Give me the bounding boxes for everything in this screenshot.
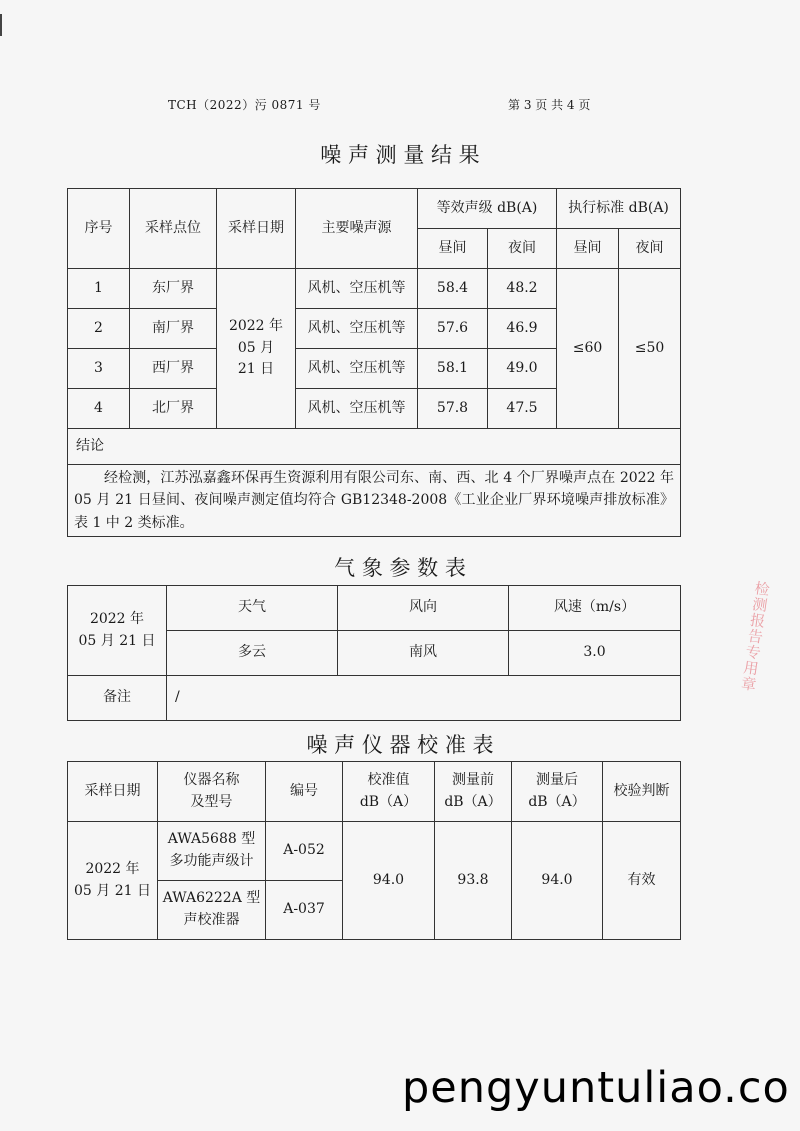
instrument-code: A-037 xyxy=(266,881,343,940)
col-cal-value-line2: dB（A） xyxy=(359,793,418,810)
instrument-name xyxy=(158,881,266,940)
row-day: 57.6 xyxy=(418,309,488,349)
row-location: 南厂界 xyxy=(130,309,217,349)
std-day-value: ≤60 xyxy=(557,269,619,429)
row-night: 47.5 xyxy=(488,389,557,429)
col-before xyxy=(435,762,512,822)
row-location: 北厂界 xyxy=(130,389,217,429)
watermark-text: pengyuntuliao.co xyxy=(402,1063,790,1113)
col-date: 采样日期 xyxy=(217,189,296,269)
row-seq: 4 xyxy=(68,389,130,429)
instrument-type: 声校准器 xyxy=(183,912,240,928)
col-wind-direction: 风向 xyxy=(338,586,509,631)
col-cal-value-line1: 校准值 xyxy=(367,771,410,788)
table-row xyxy=(68,269,681,309)
date-day: 21 日 xyxy=(237,361,275,378)
row-location: 东厂界 xyxy=(130,269,217,309)
table-row xyxy=(68,822,681,881)
remark-label: 备注 xyxy=(68,676,167,721)
row-night: 46.9 xyxy=(488,309,557,349)
date-year: 2022 年 xyxy=(228,317,284,334)
col-before-line1: 测量前 xyxy=(452,771,494,788)
date-month: 05 月 xyxy=(237,339,275,356)
calib-date-year: 2022 年 xyxy=(85,860,140,877)
row-source: 风机、空压机等 xyxy=(296,389,418,429)
doc-number: TCH（2022）污 0871 号 xyxy=(168,98,321,112)
col-instrument xyxy=(158,762,266,822)
cal-value: 94.0 xyxy=(343,822,435,940)
row-seq: 3 xyxy=(68,349,130,389)
row-source: 风机、空压机等 xyxy=(296,309,418,349)
row-source: 风机、空压机等 xyxy=(296,269,418,309)
col-location: 采样点位 xyxy=(130,189,217,269)
wind-direction-value: 南风 xyxy=(338,631,509,676)
weather-date xyxy=(68,586,167,676)
col-std-night: 夜间 xyxy=(619,229,681,269)
conclusion-text: 经检测，江苏泓嘉鑫环保再生资源利用有限公司东、南、西、北 4 个厂界噪声点在 2022 年 05 月 21 日昼间、夜间噪声测定值均符合 GB12348-2008《工业企业厂界环境噪声排放标准》表 1 中 2 类标准。 xyxy=(68,465,681,537)
col-before-line2: dB（A） xyxy=(444,793,502,810)
instrument-code: A-052 xyxy=(266,822,343,881)
calib-date-day: 05 月 21 日 xyxy=(74,882,151,899)
col-instrument-line1: 仪器名称 xyxy=(183,771,240,788)
page-info: 第 3 页 共 4 页 xyxy=(508,98,591,112)
row-day: 58.4 xyxy=(418,269,488,309)
row-day: 57.8 xyxy=(418,389,488,429)
judge-value: 有效 xyxy=(603,822,681,940)
official-stamp: 检测报告专用章 xyxy=(738,579,772,694)
col-after xyxy=(512,762,603,822)
col-judge: 校验判断 xyxy=(603,762,681,822)
conclusion-label: 结论 xyxy=(68,429,681,465)
instrument-model: AWA5688 型 xyxy=(167,831,256,848)
col-std-day: 昼间 xyxy=(557,229,619,269)
calib-table xyxy=(67,761,681,940)
calib-date xyxy=(68,822,158,940)
instrument-model: AWA6222A 型 xyxy=(162,890,261,907)
col-seq: 序号 xyxy=(68,189,130,269)
col-equiv: 等效声级 dB(A) xyxy=(418,189,557,229)
noise-table xyxy=(67,188,681,537)
col-standard: 执行标准 dB(A) xyxy=(557,189,681,229)
after-value: 94.0 xyxy=(512,822,603,940)
instrument-name xyxy=(158,822,266,881)
col-equiv-night: 夜间 xyxy=(488,229,557,269)
col-equiv-day: 昼间 xyxy=(418,229,488,269)
col-wind-speed: 风速（m/s） xyxy=(509,586,681,631)
weather-title: 气 象 参 数 表 xyxy=(334,556,466,580)
col-source: 主要噪声源 xyxy=(296,189,418,269)
noise-title: 噪 声 测 量 结 果 xyxy=(320,143,480,167)
col-code: 编号 xyxy=(266,762,343,822)
col-calib-date: 采样日期 xyxy=(68,762,158,822)
row-location: 西厂界 xyxy=(130,349,217,389)
row-night: 49.0 xyxy=(488,349,557,389)
row-day: 58.1 xyxy=(418,349,488,389)
col-cal-value xyxy=(343,762,435,822)
std-night-value: ≤50 xyxy=(619,269,681,429)
row-source: 风机、空压机等 xyxy=(296,349,418,389)
calib-title: 噪 声 仪 器 校 准 表 xyxy=(306,733,494,757)
col-after-line2: dB（A） xyxy=(528,793,586,810)
page-edge-mark xyxy=(0,14,2,36)
col-after-line1: 测量后 xyxy=(536,771,578,788)
sampling-date xyxy=(217,269,296,429)
row-seq: 1 xyxy=(68,269,130,309)
remark-value: / xyxy=(167,676,681,721)
row-night: 48.2 xyxy=(488,269,557,309)
weather-date-year: 2022 年 xyxy=(89,610,145,627)
weather-value: 多云 xyxy=(167,631,338,676)
weather-date-day: 05 月 21 日 xyxy=(78,632,156,649)
col-instrument-line2: 及型号 xyxy=(190,793,233,810)
weather-table xyxy=(67,585,681,721)
col-weather: 天气 xyxy=(167,586,338,631)
instrument-type: 多功能声级计 xyxy=(169,853,254,869)
row-seq: 2 xyxy=(68,309,130,349)
wind-speed-value: 3.0 xyxy=(509,631,681,676)
before-value: 93.8 xyxy=(435,822,512,940)
